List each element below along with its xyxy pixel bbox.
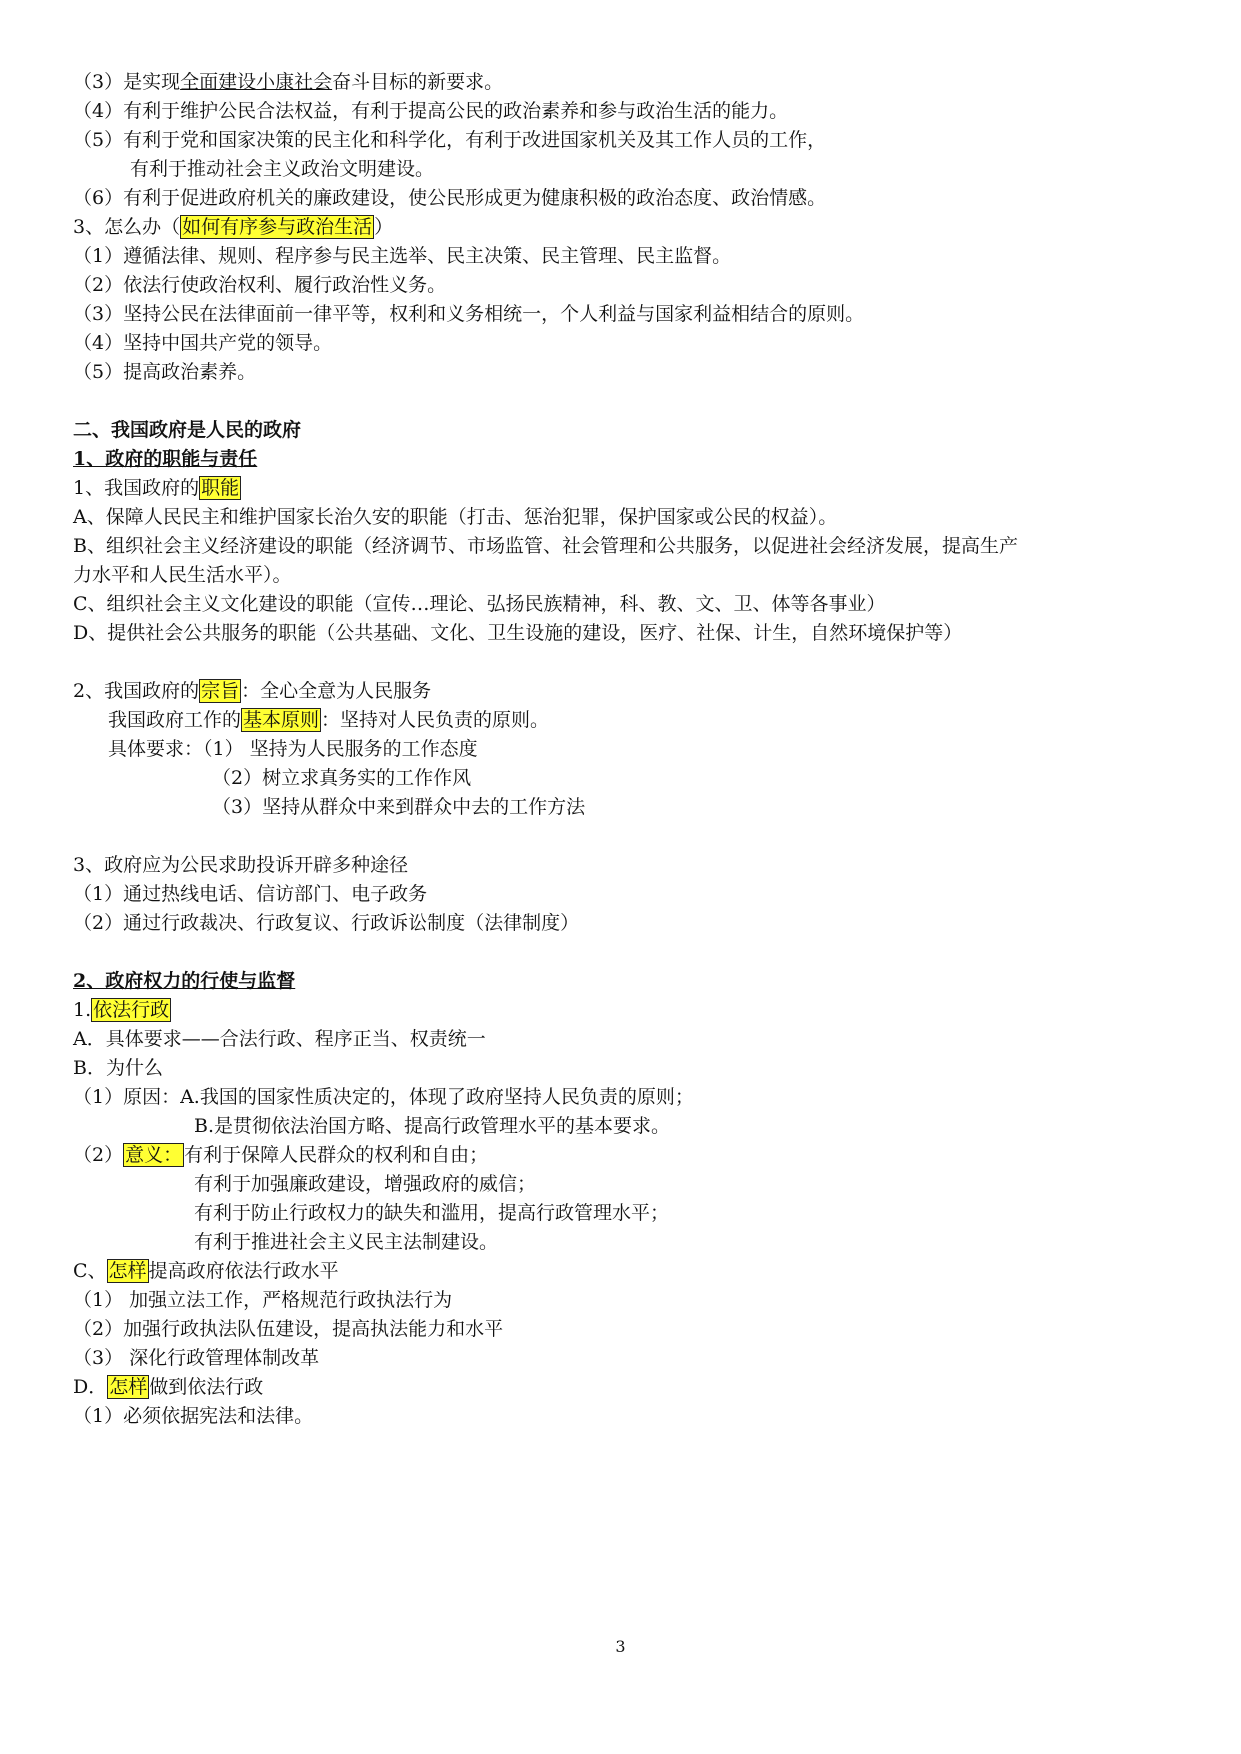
line-text: 3、怎么办（ xyxy=(73,216,181,238)
highlighted-text: 怎样 xyxy=(109,1376,148,1398)
line-text: （3）坚持公民在法律面前一律平等，权利和义务相统一，个人利益与国家利益相结合的原则。 xyxy=(73,303,865,325)
line-text: （4）坚持中国共产党的领导。 xyxy=(73,332,333,354)
text-line xyxy=(73,98,788,124)
line-text: 力水平和人民生活水平）。 xyxy=(73,564,292,586)
line-text: 有利于推动社会主义政治文明建设。 xyxy=(130,158,435,180)
line-text: ） xyxy=(374,216,394,238)
text-line xyxy=(73,678,431,704)
line-text: ：坚持对人民负责的原则。 xyxy=(321,709,550,731)
text-line xyxy=(73,185,826,211)
line-text: 有利于加强廉政建设，增强政府的威信； xyxy=(194,1173,537,1195)
text-line xyxy=(73,852,408,878)
heading-text: 1、政府的职能与责任 xyxy=(73,448,258,470)
line-text: （2）加强行政执法队伍建设，提高执法能力和水平 xyxy=(73,1318,504,1340)
line-text: 做到依法行政 xyxy=(149,1376,264,1398)
text-line xyxy=(73,1142,488,1168)
text-line xyxy=(73,1403,313,1429)
line-text: （2）通过行政裁决、行政复议、行政诉讼制度（法律制度） xyxy=(73,912,580,934)
text-line xyxy=(73,1374,263,1400)
line-text: A、保障人民民主和维护国家长治久安的职能（打击、惩治犯罪，保护国家或公民的权益）。 xyxy=(73,506,838,528)
line-text: （1）必须依据宪法和法律。 xyxy=(73,1405,314,1427)
line-text: 1、我国政府的 xyxy=(73,477,200,499)
text-line xyxy=(73,301,864,327)
heading-text: 2、政府权力的行使与监督 xyxy=(73,970,296,992)
line-text: C、 xyxy=(73,1260,107,1282)
line-text: 有利于保障人民群众的权利和自由； xyxy=(184,1144,489,1166)
text-line xyxy=(73,69,503,95)
line-text: （1）通过热线电话、信访部门、电子政务 xyxy=(73,883,428,905)
highlighted-text: 宗旨 xyxy=(201,680,240,702)
text-line xyxy=(108,736,478,762)
line-text: （3）是实现 xyxy=(73,71,181,93)
text-line xyxy=(194,1229,498,1255)
text-line xyxy=(73,330,332,356)
text-line xyxy=(73,272,446,298)
highlighted-text: 职能 xyxy=(201,477,240,499)
page-number: 3 xyxy=(615,1637,626,1656)
line-text: （1）原因：A.我国的国家性质决定的，体现了政府坚持人民负责的原则； xyxy=(73,1086,694,1108)
highlighted-text: 如何有序参与政治生活 xyxy=(182,216,373,238)
line-text: D． xyxy=(73,1376,108,1398)
line-text: 1. xyxy=(73,999,92,1021)
highlighted-text: 意义： xyxy=(125,1144,183,1166)
text-line xyxy=(73,620,962,646)
line-text: （6）有利于促进政府机关的廉政建设，使公民形成更为健康积极的政治态度、政治情感。 xyxy=(73,187,827,209)
line-text: （2） xyxy=(73,1144,124,1166)
text-line xyxy=(73,591,886,617)
text-line xyxy=(73,127,826,153)
highlighted-text: 依法行政 xyxy=(93,999,170,1021)
line-text: B、组织社会主义经济建设的职能（经济调节、市场监管、社会管理和公共服务，以促进社会经济发展，提高生产 xyxy=(73,535,1018,557)
text-line xyxy=(73,1345,319,1371)
text-line xyxy=(73,359,256,385)
highlighted-text: 怎样 xyxy=(108,1260,147,1282)
text-line xyxy=(73,475,241,501)
text-line xyxy=(73,1055,163,1081)
line-text: 2、我国政府的 xyxy=(73,680,200,702)
line-text: 具体要求：（1） 坚持为人民服务的工作态度 xyxy=(108,738,478,760)
text-line xyxy=(73,1258,339,1284)
line-text: （5）有利于党和国家决策的民主化和科学化，有利于改进国家机关及其工作人员的工作， xyxy=(73,129,827,151)
line-text: A．具体要求——合法行政、程序正当、权责统一 xyxy=(73,1028,486,1050)
text-line xyxy=(108,707,549,733)
line-text: D、提供社会公共服务的职能（公共基础、文化、卫生设施的建设，医疗、社保、计生，自然环境保护等） xyxy=(73,622,963,644)
subsection-heading xyxy=(73,968,295,994)
text-line xyxy=(73,910,579,936)
line-text: （5）提高政治素养。 xyxy=(73,361,257,383)
text-line xyxy=(73,997,171,1023)
line-text: （1） 加强立法工作，严格规范行政执法行为 xyxy=(73,1289,453,1311)
text-line xyxy=(73,1026,486,1052)
line-text: 有利于推进社会主义民主法制建设。 xyxy=(194,1231,499,1253)
line-text: 提高政府依法行政水平 xyxy=(148,1260,339,1282)
line-text: C、组织社会主义文化建设的职能（宣传…理论、弘扬民族精神，科、教、文、卫、体等各事业） xyxy=(73,593,886,615)
line-text: （1）遵循法律、规则、程序参与民主选举、民主决策、民主管理、民主监督。 xyxy=(73,245,732,267)
text-line xyxy=(212,765,471,791)
section-heading xyxy=(73,417,301,443)
text-line xyxy=(194,1200,669,1226)
text-line xyxy=(194,1113,670,1139)
text-line xyxy=(130,156,434,182)
text-line xyxy=(73,881,427,907)
text-line xyxy=(73,214,393,240)
text-line xyxy=(73,1287,452,1313)
text-line xyxy=(194,1171,536,1197)
line-text: B．为什么 xyxy=(73,1057,163,1079)
underlined-text: 全面建设小康社会 xyxy=(180,71,333,93)
highlighted-text: 基本原则 xyxy=(243,709,320,731)
line-text: （3） 深化行政管理体制改革 xyxy=(73,1347,320,1369)
line-text: 有利于防止行政权力的缺失和滥用，提高行政管理水平； xyxy=(194,1202,670,1224)
text-line xyxy=(73,533,1018,559)
line-text: 我国政府工作的 xyxy=(108,709,242,731)
text-line xyxy=(212,794,585,820)
text-line xyxy=(73,562,292,588)
line-text: 3、政府应为公民求助投诉开辟多种途径 xyxy=(73,854,409,876)
line-text: 奋斗目标的新要求。 xyxy=(332,71,504,93)
text-line xyxy=(73,1084,694,1110)
heading-text: 二、我国政府是人民的政府 xyxy=(73,419,302,441)
line-text: （4）有利于维护公民合法权益，有利于提高公民的政治素养和参与政治生活的能力。 xyxy=(73,100,789,122)
line-text: （2）树立求真务实的工作作风 xyxy=(212,767,472,789)
text-line xyxy=(73,243,731,269)
line-text: （2）依法行使政治权利、履行政治性义务。 xyxy=(73,274,447,296)
subsection-heading xyxy=(73,446,257,472)
line-text: B.是贯彻依法治国方略、提高行政管理水平的基本要求。 xyxy=(194,1115,671,1137)
line-text: ：全心全意为人民服务 xyxy=(241,680,432,702)
text-line xyxy=(73,504,837,530)
line-text: （3）坚持从群众中来到群众中去的工作方法 xyxy=(212,796,586,818)
text-line xyxy=(73,1316,503,1342)
